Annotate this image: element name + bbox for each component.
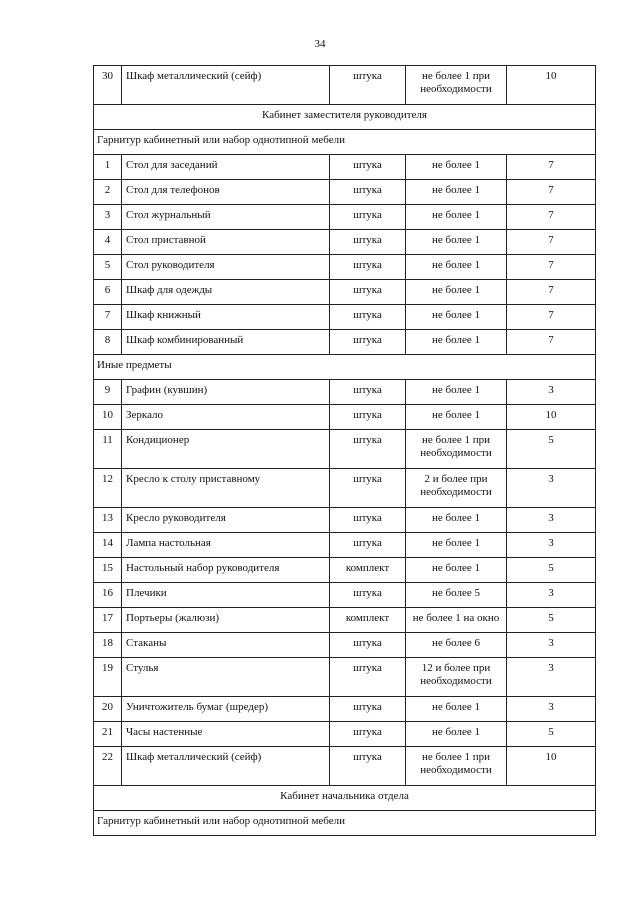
item-unit <box>330 608 406 633</box>
item-quantity-text: не более 1 <box>432 726 480 738</box>
item-quantity <box>406 205 507 230</box>
table-row <box>94 658 596 697</box>
item-quantity <box>406 430 507 469</box>
item-service-life <box>507 180 596 205</box>
item-number <box>94 380 122 405</box>
item-name <box>122 608 330 633</box>
item-number <box>94 533 122 558</box>
table-row <box>94 747 596 786</box>
item-unit-text: штука <box>353 209 382 221</box>
item-quantity-text: не более 1 <box>432 562 480 574</box>
item-name <box>122 722 330 747</box>
item-quantity <box>406 469 507 508</box>
item-name-text: Стол журнальный <box>126 209 211 221</box>
item-unit <box>330 697 406 722</box>
group-title-text: Гарнитур кабинетный или набор однотипной мебели <box>97 134 345 146</box>
item-number-text: 18 <box>102 637 113 649</box>
item-name <box>122 280 330 305</box>
item-service-life-text: 7 <box>548 234 554 246</box>
item-service-life <box>507 230 596 255</box>
table-row <box>94 280 596 305</box>
item-service-life-text: 5 <box>548 726 554 738</box>
section-title-text: Кабинет заместителя руководителя <box>262 109 427 121</box>
item-name <box>122 405 330 430</box>
item-unit <box>330 180 406 205</box>
item-service-life <box>507 155 596 180</box>
item-name-text: Стаканы <box>126 637 167 649</box>
group-title <box>94 811 596 836</box>
table-row <box>94 205 596 230</box>
item-unit <box>330 747 406 786</box>
item-service-life-text: 3 <box>548 701 554 713</box>
item-unit <box>330 430 406 469</box>
group-title-text: Гарнитур кабинетный или набор однотипной мебели <box>97 815 345 827</box>
item-unit-text: штука <box>353 159 382 171</box>
item-name-text: Шкаф металлический (сейф) <box>126 70 262 82</box>
item-name <box>122 583 330 608</box>
table-row <box>94 722 596 747</box>
item-quantity-text: не более 1 при необходимости <box>420 751 492 776</box>
section-title-text: Кабинет начальника отдела <box>280 790 409 802</box>
item-quantity-text: не более 1 <box>432 234 480 246</box>
item-name-text: Шкаф для одежды <box>126 284 213 296</box>
item-quantity-text: не более 1 <box>432 159 480 171</box>
item-service-life <box>507 380 596 405</box>
item-quantity-text: не более 1 при необходимости <box>420 434 492 459</box>
item-number-text: 22 <box>102 751 113 763</box>
item-quantity-text: не более 1 на окно <box>412 612 500 624</box>
table-row <box>94 430 596 469</box>
item-unit <box>330 533 406 558</box>
item-unit-text: штука <box>353 512 382 524</box>
item-quantity <box>406 508 507 533</box>
group-title <box>94 130 596 155</box>
table-row <box>94 558 596 583</box>
item-number <box>94 255 122 280</box>
item-service-life-text: 7 <box>548 334 554 346</box>
item-unit <box>330 658 406 697</box>
item-service-life-text: 10 <box>545 409 557 421</box>
item-unit-text: штука <box>353 662 382 674</box>
item-name <box>122 66 330 105</box>
item-number <box>94 658 122 697</box>
item-service-life-text: 3 <box>548 512 554 524</box>
table-row <box>94 697 596 722</box>
item-number-text: 30 <box>102 70 113 82</box>
item-number-text: 1 <box>104 159 111 171</box>
item-number <box>94 697 122 722</box>
item-service-life <box>507 508 596 533</box>
item-unit-text: комплект <box>345 612 390 624</box>
item-number <box>94 633 122 658</box>
item-service-life-text: 3 <box>548 637 554 649</box>
item-service-life <box>507 558 596 583</box>
furniture-table <box>93 65 596 836</box>
item-service-life-text: 5 <box>548 612 554 624</box>
item-quantity <box>406 722 507 747</box>
item-number <box>94 747 122 786</box>
item-name-text: Стол для телефонов <box>126 184 220 196</box>
item-service-life <box>507 330 596 355</box>
item-number-text: 15 <box>102 562 113 574</box>
item-number-text: 12 <box>102 473 113 485</box>
item-name <box>122 180 330 205</box>
item-service-life <box>507 280 596 305</box>
item-quantity <box>406 66 507 105</box>
item-number-text: 9 <box>104 384 111 396</box>
item-unit <box>330 155 406 180</box>
item-unit <box>330 305 406 330</box>
item-unit <box>330 280 406 305</box>
item-service-life-text: 7 <box>548 259 554 271</box>
item-service-life-text: 7 <box>548 309 554 321</box>
item-name <box>122 380 330 405</box>
table-row <box>94 180 596 205</box>
item-quantity-text: не более 1 при необходимости <box>420 70 492 95</box>
item-unit-text: штука <box>353 184 382 196</box>
table-row <box>94 533 596 558</box>
item-name <box>122 469 330 508</box>
item-unit <box>330 380 406 405</box>
item-service-life <box>507 633 596 658</box>
item-service-life <box>507 205 596 230</box>
item-quantity <box>406 230 507 255</box>
item-number <box>94 405 122 430</box>
table-row <box>94 608 596 633</box>
table-row <box>94 380 596 405</box>
item-service-life <box>507 533 596 558</box>
item-unit-text: штука <box>353 259 382 271</box>
item-name <box>122 508 330 533</box>
item-unit-text: штука <box>353 637 382 649</box>
item-name <box>122 697 330 722</box>
item-unit <box>330 205 406 230</box>
item-service-life <box>507 430 596 469</box>
item-number <box>94 330 122 355</box>
item-quantity-text: не более 1 <box>432 334 480 346</box>
item-name-text: Стол для заседаний <box>126 159 218 171</box>
item-service-life <box>507 255 596 280</box>
item-name-text: Плечики <box>126 587 167 599</box>
item-unit-text: штука <box>353 334 382 346</box>
item-unit-text: штука <box>353 384 382 396</box>
item-quantity-text: не более 1 <box>432 701 480 713</box>
item-quantity <box>406 155 507 180</box>
item-unit <box>330 255 406 280</box>
item-name <box>122 658 330 697</box>
item-quantity <box>406 330 507 355</box>
item-name <box>122 747 330 786</box>
item-service-life <box>507 697 596 722</box>
item-unit-text: штука <box>353 473 382 485</box>
item-quantity-text: не более 1 <box>432 284 480 296</box>
item-quantity-text: не более 1 <box>432 409 480 421</box>
item-unit <box>330 508 406 533</box>
item-service-life-text: 7 <box>548 284 554 296</box>
item-unit-text: штука <box>353 701 382 713</box>
table-row <box>94 255 596 280</box>
item-quantity <box>406 747 507 786</box>
item-name <box>122 330 330 355</box>
item-service-life-text: 3 <box>548 587 554 599</box>
item-quantity-text: не более 1 <box>432 537 480 549</box>
page-number: 34 <box>314 38 326 50</box>
item-number <box>94 558 122 583</box>
item-quantity-text: 2 и более при необходимости <box>420 473 492 498</box>
item-name <box>122 558 330 583</box>
table-row <box>94 66 596 105</box>
item-name-text: Кресло к столу приставному <box>126 473 261 485</box>
item-service-life-text: 3 <box>548 662 554 674</box>
item-service-life-text: 3 <box>548 473 554 485</box>
item-quantity <box>406 405 507 430</box>
item-quantity <box>406 305 507 330</box>
item-unit <box>330 330 406 355</box>
table-row <box>94 230 596 255</box>
item-quantity <box>406 658 507 697</box>
group-header-row <box>94 811 596 836</box>
table-row <box>94 469 596 508</box>
item-unit-text: штука <box>353 234 382 246</box>
item-quantity-text: не более 6 <box>432 637 480 649</box>
item-number-text: 14 <box>102 537 113 549</box>
item-number <box>94 205 122 230</box>
section-header-row <box>94 105 596 130</box>
item-number <box>94 430 122 469</box>
item-unit-text: штука <box>353 587 382 599</box>
item-quantity <box>406 633 507 658</box>
item-quantity <box>406 583 507 608</box>
item-quantity-text: не более 1 <box>432 512 480 524</box>
item-name-text: Шкаф комбинированный <box>126 334 244 346</box>
item-number <box>94 180 122 205</box>
item-service-life-text: 10 <box>545 751 557 763</box>
item-service-life <box>507 608 596 633</box>
group-title <box>94 355 596 380</box>
item-name <box>122 255 330 280</box>
item-service-life <box>507 747 596 786</box>
item-unit-text: штука <box>353 284 382 296</box>
item-name <box>122 205 330 230</box>
section-header-row <box>94 786 596 811</box>
item-name <box>122 430 330 469</box>
item-unit <box>330 722 406 747</box>
item-unit <box>330 583 406 608</box>
item-name <box>122 633 330 658</box>
item-unit-text: штука <box>353 537 382 549</box>
item-unit <box>330 558 406 583</box>
item-unit <box>330 230 406 255</box>
item-number <box>94 583 122 608</box>
item-quantity <box>406 180 507 205</box>
item-number <box>94 508 122 533</box>
item-service-life <box>507 469 596 508</box>
item-number-text: 21 <box>102 726 113 738</box>
item-service-life <box>507 66 596 105</box>
item-unit <box>330 66 406 105</box>
item-service-life <box>507 405 596 430</box>
item-unit <box>330 405 406 430</box>
item-name-text: Часы настенные <box>126 726 203 738</box>
item-quantity-text: не более 1 <box>432 259 480 271</box>
item-unit-text: комплект <box>345 562 390 574</box>
item-name-text: Стол руководителя <box>126 259 215 271</box>
item-number-text: 13 <box>102 512 113 524</box>
table-row <box>94 330 596 355</box>
item-number <box>94 280 122 305</box>
item-number-text: 4 <box>104 234 111 246</box>
section-title <box>94 105 596 130</box>
table-row <box>94 633 596 658</box>
item-service-life <box>507 305 596 330</box>
item-service-life-text: 10 <box>545 70 557 82</box>
item-quantity <box>406 697 507 722</box>
table-row <box>94 583 596 608</box>
item-number-text: 3 <box>104 209 111 221</box>
item-unit-text: штука <box>353 751 382 763</box>
group-title-text: Иные предметы <box>97 359 172 371</box>
item-number-text: 10 <box>102 409 113 421</box>
item-quantity-text: не более 1 <box>432 209 480 221</box>
item-quantity <box>406 558 507 583</box>
item-service-life <box>507 583 596 608</box>
item-name-text: Зеркало <box>126 409 164 421</box>
item-service-life-text: 5 <box>548 434 554 446</box>
item-service-life-text: 3 <box>548 384 554 396</box>
item-quantity-text: не более 1 <box>432 309 480 321</box>
item-number-text: 19 <box>102 662 113 674</box>
item-quantity <box>406 533 507 558</box>
item-name-text: Лампа настольная <box>126 537 211 549</box>
table-row <box>94 155 596 180</box>
item-quantity <box>406 255 507 280</box>
item-quantity <box>406 380 507 405</box>
item-number-text: 16 <box>102 587 113 599</box>
item-unit <box>330 469 406 508</box>
item-unit <box>330 633 406 658</box>
item-quantity <box>406 608 507 633</box>
group-header-row <box>94 355 596 380</box>
item-service-life-text: 5 <box>548 562 554 574</box>
table-row <box>94 305 596 330</box>
item-number-text: 2 <box>104 184 111 196</box>
item-name <box>122 533 330 558</box>
item-number-text: 6 <box>104 284 111 296</box>
item-name-text: Портьеры (жалюзи) <box>126 612 219 624</box>
item-name-text: Настольный набор руководителя <box>126 562 280 574</box>
item-quantity-text: не более 1 <box>432 384 480 396</box>
item-number <box>94 608 122 633</box>
item-name-text: Кресло руководителя <box>126 512 226 524</box>
item-number-text: 17 <box>102 612 113 624</box>
table-row <box>94 405 596 430</box>
item-number <box>94 66 122 105</box>
item-quantity-text: не более 5 <box>432 587 480 599</box>
item-quantity-text: 12 и более при необходимости <box>420 662 492 687</box>
item-number-text: 5 <box>104 259 111 271</box>
item-name <box>122 305 330 330</box>
item-unit-text: штука <box>353 309 382 321</box>
item-service-life-text: 3 <box>548 537 554 549</box>
section-title <box>94 786 596 811</box>
item-service-life-text: 7 <box>548 159 554 171</box>
item-name-text: Шкаф металлический (сейф) <box>126 751 262 763</box>
item-number <box>94 155 122 180</box>
item-unit-text: штука <box>353 726 382 738</box>
item-name-text: Уничтожитель бумаг (шредер) <box>126 701 269 713</box>
item-name-text: Стулья <box>126 662 159 674</box>
table-row <box>94 508 596 533</box>
item-quantity <box>406 280 507 305</box>
item-service-life <box>507 658 596 697</box>
item-number-text: 20 <box>102 701 113 713</box>
item-service-life-text: 7 <box>548 184 554 196</box>
item-name-text: Кондиционер <box>126 434 190 446</box>
table-body <box>94 66 596 836</box>
item-number <box>94 230 122 255</box>
group-header-row <box>94 130 596 155</box>
item-number <box>94 305 122 330</box>
item-service-life-text: 7 <box>548 209 554 221</box>
item-number-text: 11 <box>102 434 113 446</box>
item-quantity-text: не более 1 <box>432 184 480 196</box>
item-unit-text: штука <box>353 409 382 421</box>
item-name <box>122 230 330 255</box>
item-name-text: Графин (кувшин) <box>126 384 208 396</box>
item-service-life <box>507 722 596 747</box>
item-number-text: 7 <box>104 309 111 321</box>
item-unit-text: штука <box>353 434 382 446</box>
item-name <box>122 155 330 180</box>
item-name-text: Шкаф книжный <box>126 309 201 321</box>
item-number <box>94 722 122 747</box>
item-number <box>94 469 122 508</box>
item-unit-text: штука <box>353 70 382 82</box>
item-name-text: Стол приставной <box>126 234 206 246</box>
item-number-text: 8 <box>104 334 111 346</box>
